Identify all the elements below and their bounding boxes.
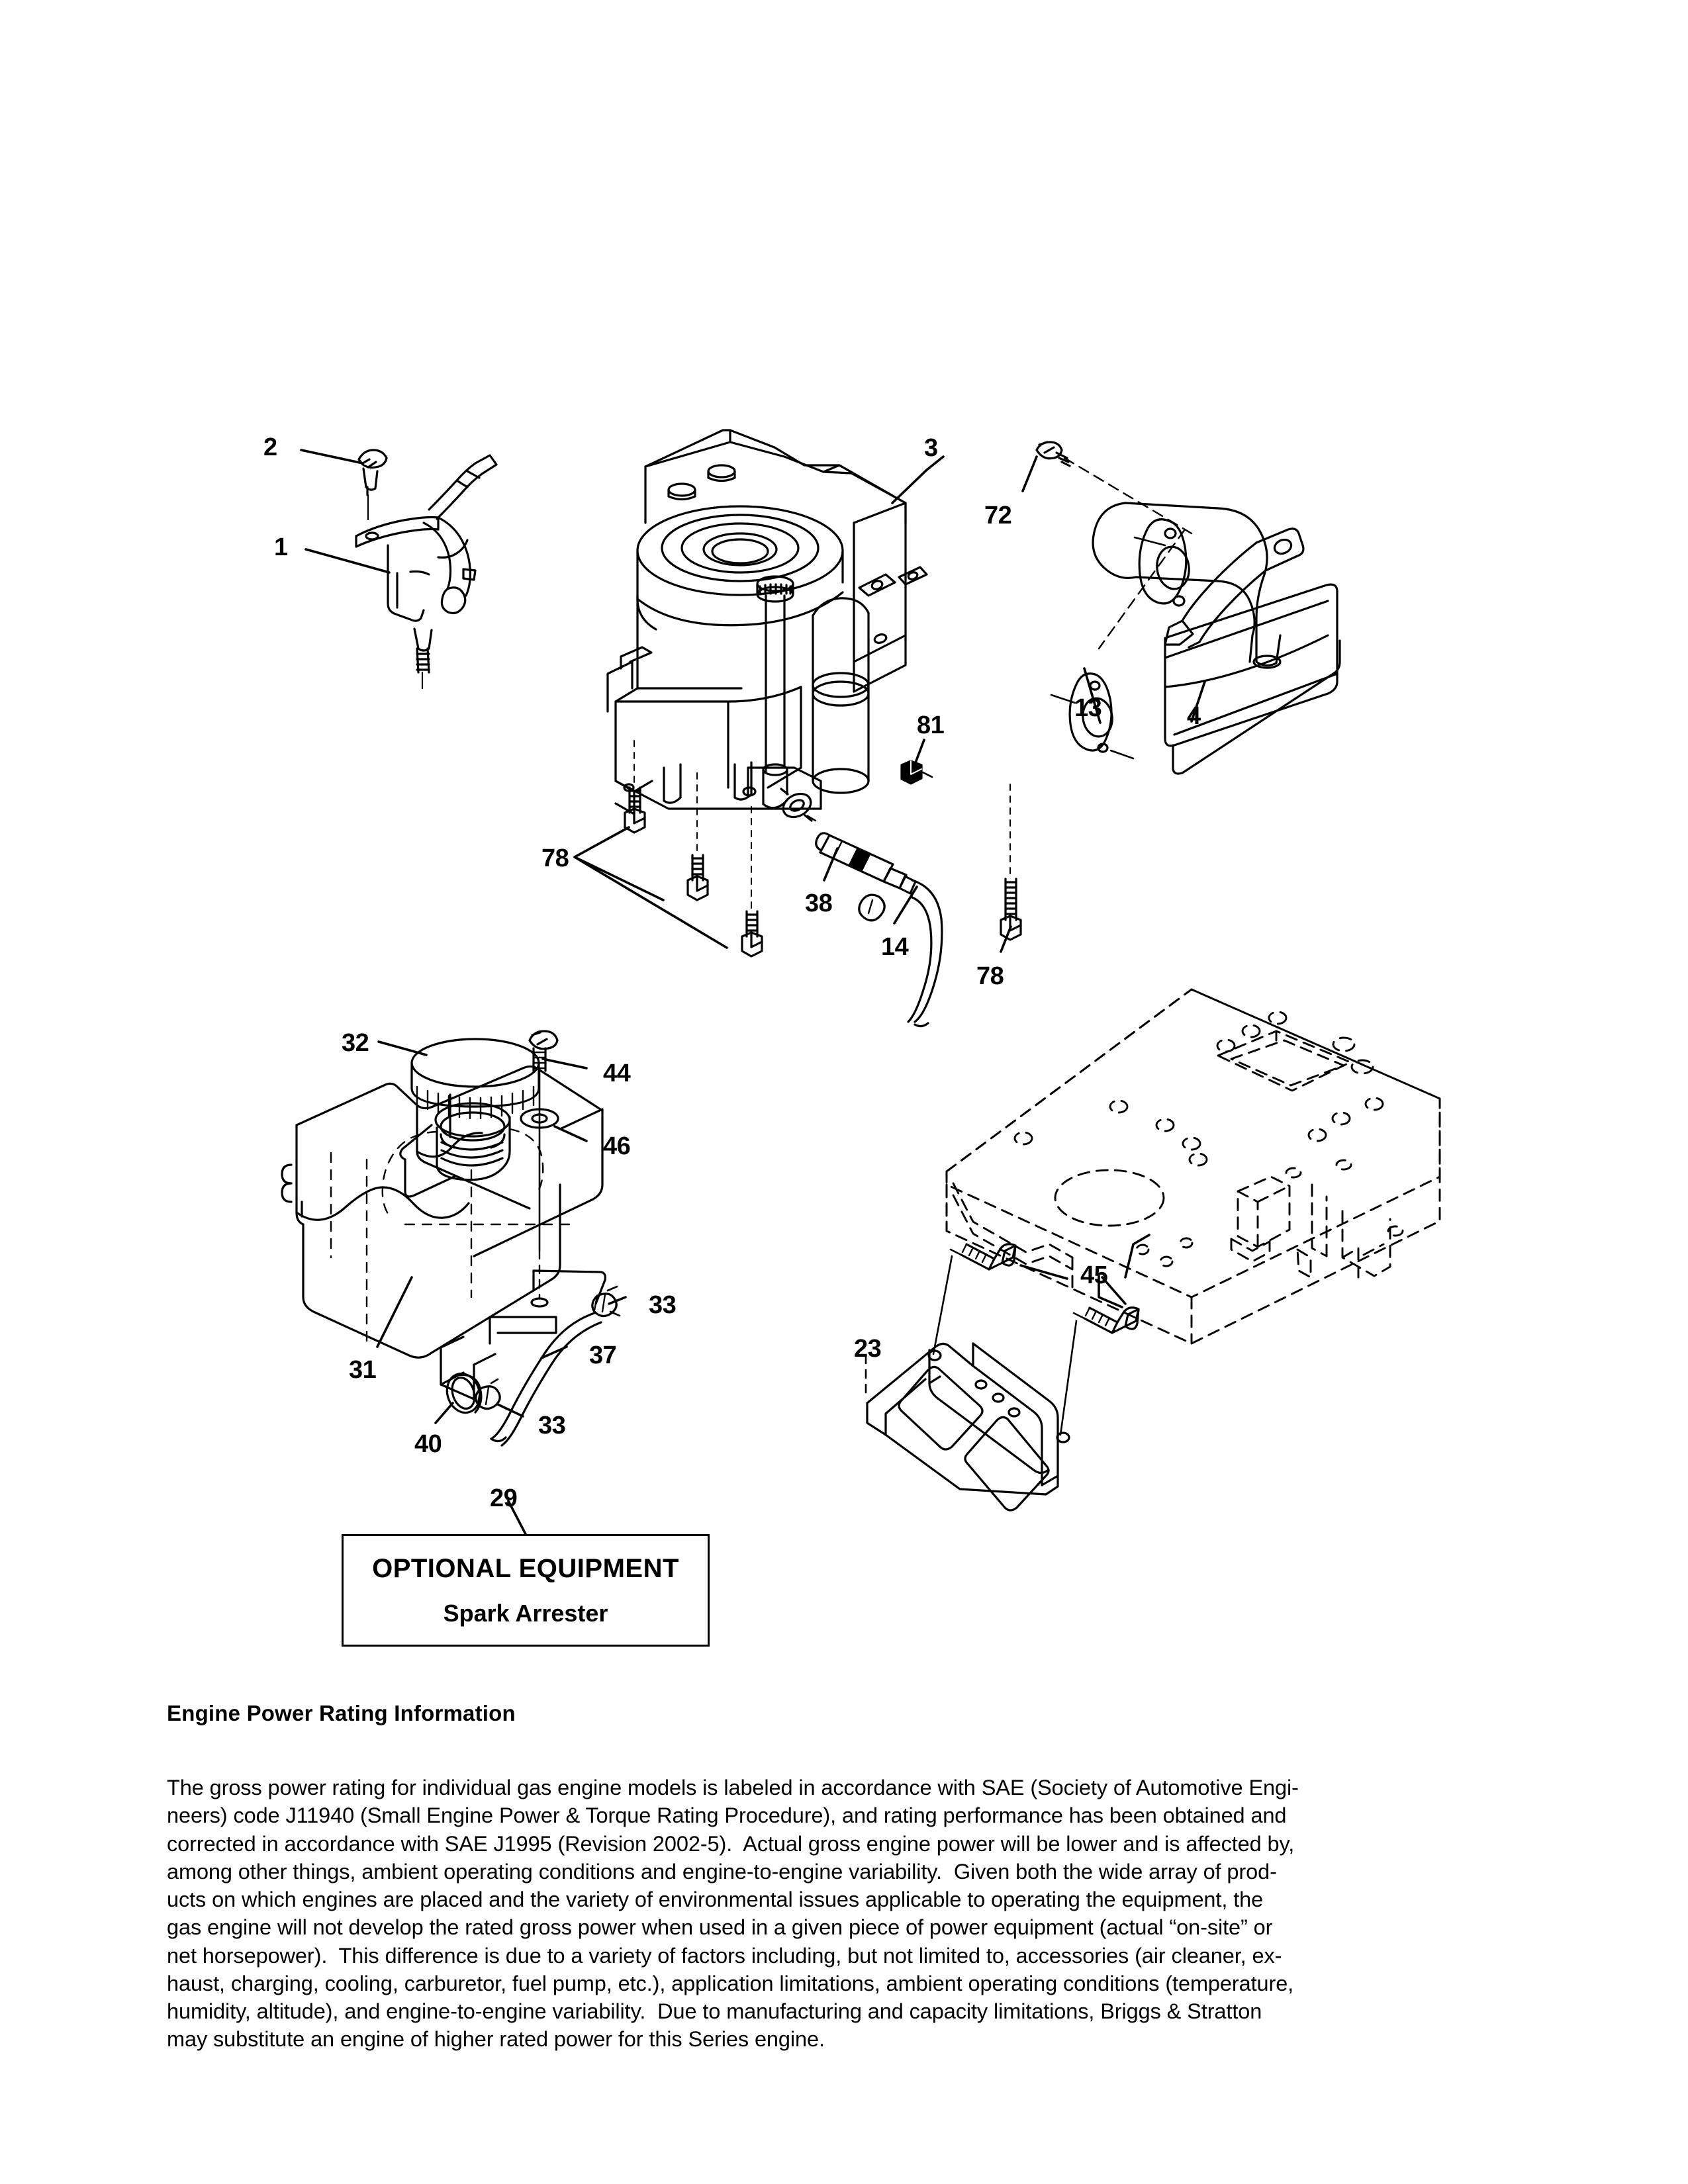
- paragraph-line: net horsepower). This difference is due to a variety of factors including, but not limited to, accessories (air cleaner, ex-: [167, 1943, 1282, 1968]
- callout-3: 3: [924, 434, 938, 462]
- part-chassis-frame: [947, 989, 1440, 1343]
- callout-31: 31: [349, 1356, 377, 1384]
- callout-37: 37: [589, 1342, 617, 1369]
- callout-46: 46: [603, 1132, 631, 1160]
- part-bolt-78-right: [1001, 780, 1021, 952]
- throttle-bracket-1: [356, 455, 496, 688]
- part-throttle-control-assembly: [301, 450, 496, 688]
- callout-33-upper: 33: [649, 1291, 677, 1319]
- section-paragraph: [167, 1774, 1564, 2054]
- callout-1: 1: [274, 533, 288, 561]
- paragraph-line: neers) code J11940 (Small Engine Power & Torque Rating Procedure), and rating performance has been obtained and: [167, 1803, 1287, 1828]
- callout-14: 14: [881, 933, 909, 961]
- part-engine-3: [608, 430, 943, 821]
- paragraph-line: ucts on which engines are placed and the variety of environmental issues applicable to operating the equipment, the: [167, 1888, 1264, 1911]
- callout-44: 44: [603, 1060, 631, 1087]
- part-clamp-33-lower: [476, 1379, 523, 1416]
- part-nut-81: [902, 740, 932, 784]
- callout-72: 72: [984, 502, 1012, 529]
- callout-78-right: 78: [976, 962, 1004, 990]
- part-heat-shield-23: [866, 1343, 1069, 1510]
- callout-32: 32: [342, 1029, 369, 1057]
- engine-power-rating-section: [167, 1701, 1564, 2054]
- paragraph-line: may substitute an engine of higher rated power for this Series engine.: [167, 2027, 825, 2052]
- optional-equipment-box: [342, 1534, 710, 1647]
- callout-40: 40: [414, 1430, 442, 1458]
- callout-2: 2: [263, 433, 277, 461]
- callout-45: 45: [1080, 1261, 1108, 1289]
- part-muffler-assembly: [1023, 442, 1340, 774]
- part-grommet-40: [436, 1369, 485, 1423]
- optional-equipment-subtitle: Spark Arrester: [443, 1599, 608, 1627]
- part-screws-45: [933, 1244, 1139, 1435]
- callout-33-lower: 33: [538, 1412, 566, 1439]
- callout-13: 13: [1074, 694, 1102, 722]
- callout-29: 29: [490, 1484, 518, 1512]
- part-fuel-cap-32: [379, 1039, 539, 1118]
- paragraph-line: gas engine will not develop the rated gross power when used in a given piece of power equipment (actual “on-site” or: [167, 1915, 1273, 1940]
- paragraph-line: corrected in accordance with SAE J1995 (Revision 2002-5). Actual gross engine power will be lower and is affected by,: [167, 1831, 1295, 1856]
- paragraph-line: The gross power rating for individual gas engine models is labeled in accordance with SAE (Society of Automotive Engi-: [167, 1776, 1299, 1799]
- callout-23: 23: [854, 1335, 882, 1363]
- screw-2: [359, 450, 387, 520]
- part-washer-46: [521, 1109, 586, 1141]
- paragraph-line: among other things, ambient operating conditions and engine-to-engine variability. Given both the wide array of prod-: [167, 1859, 1277, 1884]
- paragraph-line: haust, charging, cooling, carburetor, fuel pump, etc.), application limitations, ambient operating conditions (temperature,: [167, 1971, 1294, 1995]
- callout-78-left: 78: [541, 844, 569, 872]
- callout-81: 81: [917, 711, 945, 739]
- paragraph-line: humidity, altitude), and engine-to-engine variability. Due to manufacturing and capacity limitations, Briggs & Stratton: [167, 1999, 1262, 2023]
- section-heading: Engine Power Rating Information: [167, 1701, 516, 1725]
- optional-equipment-title: OPTIONAL EQUIPMENT: [372, 1553, 679, 1583]
- callout-38: 38: [805, 889, 833, 917]
- callout-4: 4: [1187, 702, 1201, 730]
